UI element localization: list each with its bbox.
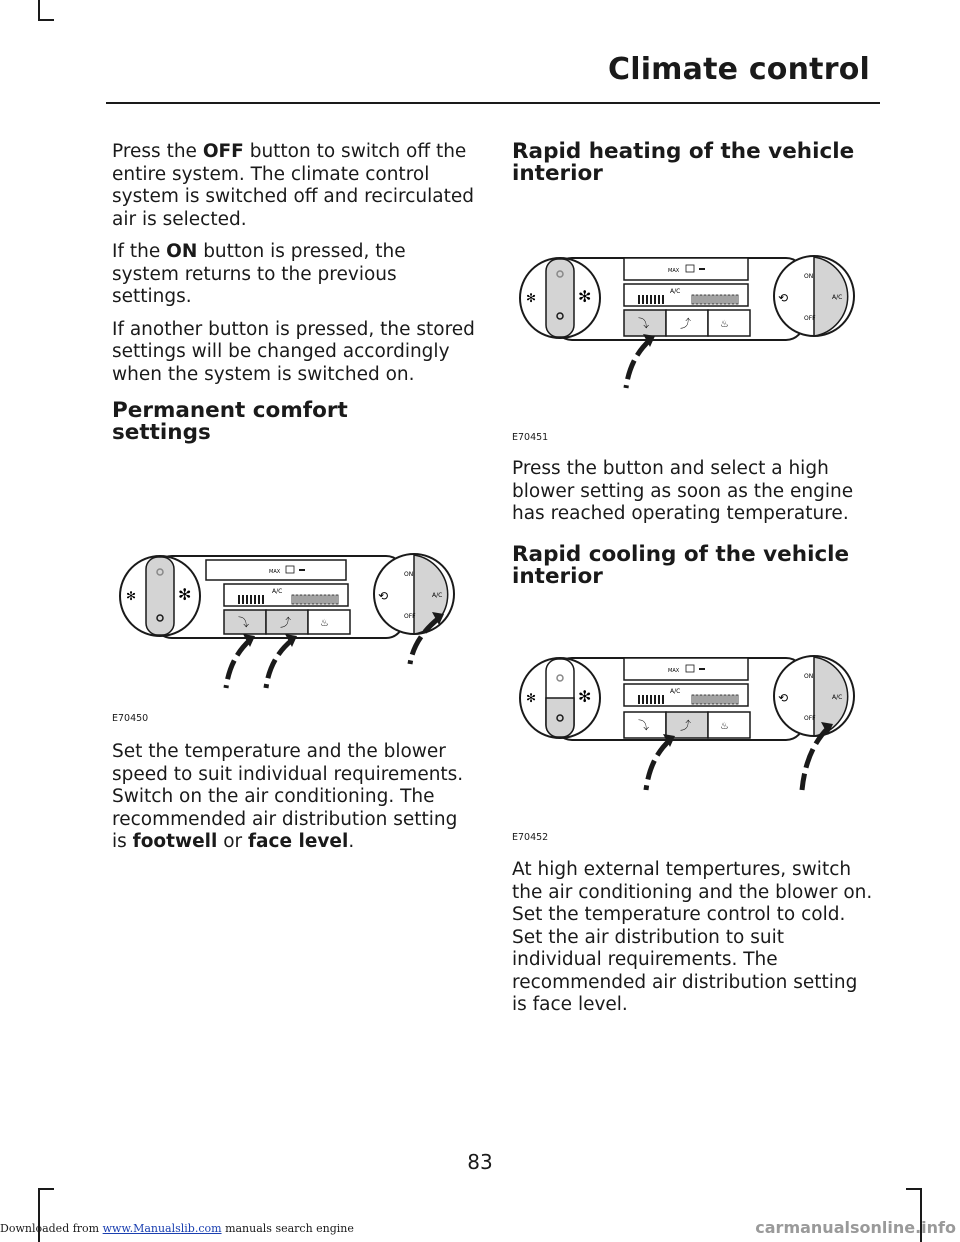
ac-button-label: A/C (832, 694, 843, 701)
text: button to switch off the entire system. The climate control system is switched off and recirculated air is selected. (112, 141, 474, 230)
text: button is pressed, the system returns to the previous settings. (112, 241, 406, 307)
heading-rapid-cooling: Rapid cooling of the vehicle interior (512, 541, 850, 589)
page-title: Climate control (608, 52, 870, 87)
fan-high-icon: ✻ (178, 585, 192, 604)
fan-high-icon: ✻ (578, 687, 592, 706)
right-column-top (512, 141, 878, 185)
max-label: MAX (668, 268, 680, 274)
recirculation-icon: ⟲ (778, 691, 789, 705)
manualslib-link[interactable]: www.Manualslib.com (102, 1222, 222, 1235)
fan-low-icon: ✻ (126, 589, 137, 603)
footwell-icon: ⤵ (238, 616, 249, 629)
figure-code: E70452 (512, 832, 549, 843)
crop-mark (906, 1188, 922, 1190)
right-column-bottom (512, 859, 878, 1027)
left-column-bottom (112, 741, 478, 864)
off-label: OFF (804, 315, 816, 322)
footer-prefix: Downloaded from (0, 1222, 100, 1235)
on-label: ON (804, 673, 814, 680)
text: or (217, 831, 248, 852)
paragraph-stored-settings: If another button is pressed, the stored settings will be changed accordingly when the system is switched on. (112, 318, 475, 385)
crop-mark (38, 0, 40, 20)
footwell-icon: ⤵ (638, 317, 649, 330)
figure-permanent-comfort (114, 548, 459, 696)
fan-low-icon: ✻ (526, 291, 537, 305)
paragraph-rapid-cooling: At high external tempertures, switch the air conditioning and the blower on. Set the temperature control to cold. Set the air distribution to suit individual requirements. The recommended air distribution setting is face level. (512, 859, 873, 1015)
on-term: ON (166, 241, 198, 262)
recirculation-icon: ⟲ (378, 589, 389, 603)
crop-mark (38, 1188, 54, 1190)
ac-button-label: A/C (432, 592, 443, 599)
off-label: OFF (404, 613, 416, 620)
header-rule (106, 102, 880, 104)
text: If the (112, 241, 167, 262)
download-footer (0, 1222, 354, 1235)
ac-display-label: A/C (670, 688, 681, 695)
heading-permanent-comfort: Permanent comfort settings (112, 398, 348, 445)
paragraph-on (112, 241, 478, 309)
fan-high-icon: ✻ (578, 287, 592, 306)
ac-display-label: A/C (272, 588, 283, 595)
max-label: MAX (269, 569, 281, 575)
face-level-term: face level (248, 831, 349, 852)
figure-code: E70451 (512, 432, 549, 443)
off-label: OFF (804, 715, 816, 722)
text: Set the temperature and the blower speed to suit individual requirements. Switch on the air conditioning. The recommended air distribution setting is (112, 741, 464, 852)
text: . (348, 831, 355, 852)
watermark: carmanualsonline.info (755, 1218, 956, 1237)
on-label: ON (804, 273, 814, 280)
defrost-icon: ♨ (720, 319, 729, 330)
defrost-icon: ♨ (720, 721, 729, 732)
paragraph-rapid-heating: Press the button and select a high blower setting as soon as the engine has reached operating temperature. (512, 458, 854, 524)
text: Press the (112, 141, 203, 162)
heading-rapid-heating: Rapid heating of the vehicle interior (512, 139, 855, 186)
ac-button-label: A/C (832, 294, 843, 301)
off-term: OFF (202, 141, 244, 162)
face-level-icon: ⤴ (680, 719, 691, 732)
on-label: ON (404, 571, 414, 578)
face-level-icon: ⤴ (680, 317, 691, 330)
figure-rapid-heating (514, 250, 859, 398)
fan-low-icon: ✻ (526, 691, 537, 705)
footwell-icon: ⤵ (638, 719, 649, 732)
max-label: MAX (668, 668, 680, 674)
crop-mark (38, 19, 54, 21)
left-column (112, 141, 478, 444)
paragraph-comfort-settings (112, 741, 478, 854)
footer-suffix: manuals search engine (225, 1222, 354, 1235)
defrost-icon: ♨ (320, 618, 329, 629)
figure-code: E70450 (112, 713, 149, 724)
page-number: 83 (467, 1150, 493, 1174)
ac-display-label: A/C (670, 288, 681, 295)
recirculation-icon: ⟲ (778, 291, 789, 305)
footwell-term: footwell (132, 831, 218, 852)
right-column-middle (512, 458, 878, 588)
paragraph-off (112, 141, 478, 231)
figure-rapid-cooling (514, 650, 859, 800)
face-level-icon: ⤴ (280, 616, 291, 629)
